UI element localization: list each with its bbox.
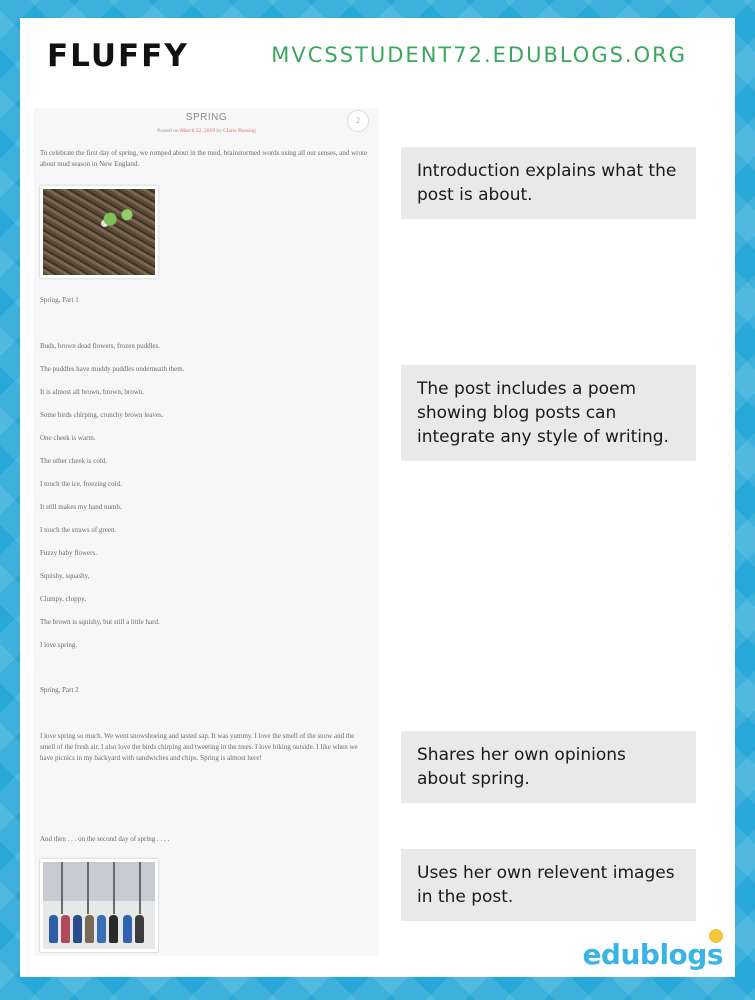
poem-line: The other cheek is cold. (40, 457, 108, 465)
poem-line: I love spring. (40, 641, 78, 649)
poem-line: I touch the straws of green. (40, 526, 117, 534)
post-meta-by: by (216, 128, 222, 134)
poem-line: Some birds chirping, crunchy brown leaves. (40, 411, 164, 419)
post-meta (34, 128, 379, 134)
poem-line: Fuzzy baby flowers. (40, 549, 97, 557)
blog-url[interactable]: MVCSSTUDENT72.EDUBLOGS.ORG (271, 43, 687, 67)
poem-line: One cheek is warm. (40, 434, 96, 442)
post-image-1 (40, 186, 158, 278)
poem-line: The puddles have muddy puddles underneath them. (40, 365, 185, 373)
infographic-card (20, 18, 735, 977)
post-intro: To celebrate the first day of spring, we romped about in the mud, brainstormed words using all our senses, and wrote about mud season in New England. (40, 149, 368, 168)
post-meta-prefix: Posted on (157, 128, 179, 134)
part2-paragraph: I love spring so much. We went snowshoeing and tasted sap. It was yummy. I love the smell of the snow and the smell of the fresh air. I also love the birds chirping and tweeting in the trees. I love biking outside. I like when we have picnics in my backyard with sandwiches and chips. Spring is almost here! (40, 732, 358, 762)
blog-name: FLUFFY (47, 38, 189, 74)
poem-line: I touch the ice, freezing cold. (40, 480, 122, 488)
poem-line: Clumpy, cloppy, (40, 595, 86, 603)
photo-spring-sprouts (43, 189, 155, 275)
edublogs-logo: edublogs (582, 938, 723, 971)
post-date-link[interactable]: March 22, 2019 (180, 128, 216, 134)
poem-line: It still makes my hand numb. (40, 503, 122, 511)
part2-heading: Spring, Part 2 (40, 686, 79, 694)
poem-line: Buds, brown dead flowers, frozen puddles. (40, 342, 161, 350)
comment-count-bubble[interactable]: 2 (347, 110, 369, 132)
post-closing-line: And then . . . on the second day of spring . . . . (40, 835, 170, 843)
poem-line: Squishy, squashy, (40, 572, 90, 580)
blog-post-screenshot (34, 108, 379, 956)
annotation-opinions: Shares her own opinions about spring. (401, 731, 696, 803)
part1-heading: Spring, Part 1 (40, 296, 79, 304)
post-image-2 (40, 859, 158, 952)
photo-kids-in-snow (43, 862, 155, 949)
annotation-poem: The post includes a poem showing blog posts can integrate any style of writing. (401, 365, 696, 461)
post-author-link[interactable]: Clarie Bossing (223, 128, 256, 134)
post-title[interactable]: SPRING (185, 112, 228, 123)
poem-line: The brown is squishy, but still a little hard. (40, 618, 160, 626)
annotation-introduction: Introduction explains what the post is about. (401, 147, 696, 219)
poem-line: It is almost all brown, brown, brown. (40, 388, 145, 396)
annotation-images: Uses her own relevent images in the post. (401, 849, 696, 921)
